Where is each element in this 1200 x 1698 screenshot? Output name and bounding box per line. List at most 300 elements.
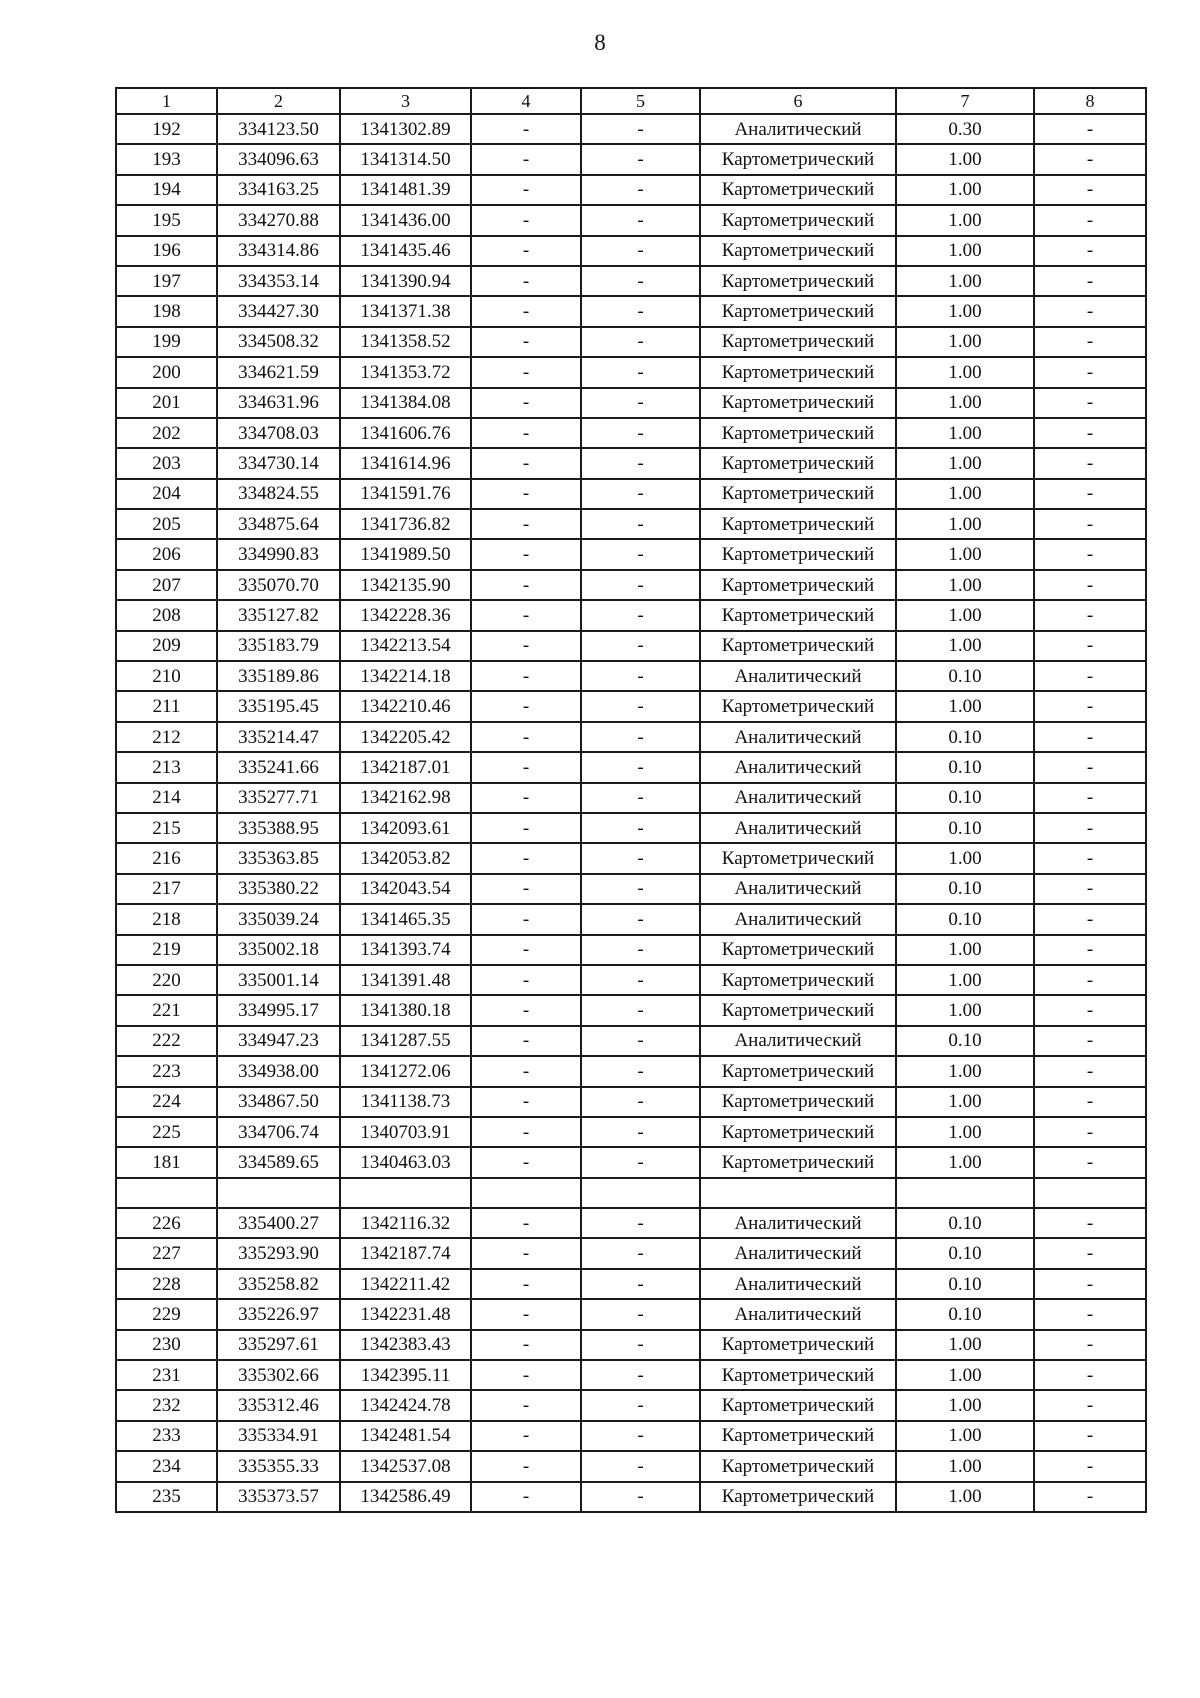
cell-accuracy: 0.10: [896, 1026, 1034, 1056]
cell-accuracy: 1.00: [896, 296, 1034, 326]
column-header-4: 4: [471, 88, 581, 114]
cell-col-8: -: [1034, 661, 1146, 691]
cell-y-coordinate: 1342537.08: [340, 1451, 471, 1481]
column-header-5: 5: [581, 88, 700, 114]
cell-y-coordinate: 1342211.42: [340, 1269, 471, 1299]
cell-col-4: -: [471, 691, 581, 721]
cell-x-coordinate: 335400.27: [217, 1208, 340, 1238]
cell-col-5: -: [581, 509, 700, 539]
cell-col-8: -: [1034, 448, 1146, 478]
cell-point-number: 181: [116, 1147, 217, 1177]
cell-col-5: -: [581, 418, 700, 448]
cell-col-4: -: [471, 114, 581, 144]
cell-point-number: 192: [116, 114, 217, 144]
cell-col-5: -: [581, 995, 700, 1025]
cell-method: Картометрический: [700, 1482, 896, 1512]
cell-x-coordinate: 335226.97: [217, 1299, 340, 1329]
cell-point-number: 234: [116, 1451, 217, 1481]
cell-col-4: -: [471, 479, 581, 509]
cell-col-4: -: [471, 843, 581, 873]
cell-method: Картометрический: [700, 631, 896, 661]
cell-col-8: -: [1034, 114, 1146, 144]
table-row: [116, 995, 1146, 1025]
cell-col-5: -: [581, 114, 700, 144]
cell-x-coordinate: 335214.47: [217, 722, 340, 752]
cell-x-coordinate: 335293.90: [217, 1238, 340, 1268]
cell-y-coordinate: 1341314.50: [340, 144, 471, 174]
cell-col-4: -: [471, 722, 581, 752]
cell-col-5: -: [581, 1269, 700, 1299]
cell-y-coordinate: 1341391.48: [340, 965, 471, 995]
cell-accuracy: 1.00: [896, 1482, 1034, 1512]
column-header-7: 7: [896, 88, 1034, 114]
cell-y-coordinate: 1342053.82: [340, 843, 471, 873]
cell-x-coordinate: 334947.23: [217, 1026, 340, 1056]
table-row: [116, 266, 1146, 296]
table-row: [116, 357, 1146, 387]
cell-col-8: -: [1034, 175, 1146, 205]
cell-method: Картометрический: [700, 144, 896, 174]
cell-col-8: -: [1034, 388, 1146, 418]
table-row: [116, 539, 1146, 569]
table-body: [116, 114, 1146, 1512]
cell-col-8: -: [1034, 205, 1146, 235]
cell-y-coordinate: 1342210.46: [340, 691, 471, 721]
cell-col-5: -: [581, 874, 700, 904]
cell-y-coordinate: 1342205.42: [340, 722, 471, 752]
cell-col-8: -: [1034, 600, 1146, 630]
cell-col-4: -: [471, 752, 581, 782]
cell-accuracy: 0.10: [896, 1208, 1034, 1238]
cell-method: Картометрический: [700, 509, 896, 539]
cell-x-coordinate: 335388.95: [217, 813, 340, 843]
cell-x-coordinate: 334270.88: [217, 205, 340, 235]
cell-accuracy: 1.00: [896, 479, 1034, 509]
cell-y-coordinate: 1341736.82: [340, 509, 471, 539]
cell-col-5: -: [581, 296, 700, 326]
cell-y-coordinate: 1342187.74: [340, 1238, 471, 1268]
cell-col-4: -: [471, 1208, 581, 1238]
cell-col-4: -: [471, 1421, 581, 1451]
cell-method: Картометрический: [700, 418, 896, 448]
cell-method: Картометрический: [700, 1330, 896, 1360]
table-row: [116, 388, 1146, 418]
cell-col-8: -: [1034, 236, 1146, 266]
cell-x-coordinate: 334995.17: [217, 995, 340, 1025]
cell-col-8: -: [1034, 1117, 1146, 1147]
cell-col-8: -: [1034, 509, 1146, 539]
cell-point-number: 211: [116, 691, 217, 721]
cell-y-coordinate: 1342231.48: [340, 1299, 471, 1329]
cell-col-4: -: [471, 236, 581, 266]
table-row: [116, 1178, 1146, 1208]
cell-method: Аналитический: [700, 752, 896, 782]
table-row: [116, 1360, 1146, 1390]
cell-accuracy: 1.00: [896, 205, 1034, 235]
page-number: 8: [594, 30, 606, 55]
cell-x-coordinate: 335195.45: [217, 691, 340, 721]
cell-method: Аналитический: [700, 874, 896, 904]
cell-accuracy: 0.10: [896, 783, 1034, 813]
cell-point-number: 216: [116, 843, 217, 873]
cell-accuracy: 0.30: [896, 114, 1034, 144]
table-row: [116, 752, 1146, 782]
cell-y-coordinate: 1341393.74: [340, 935, 471, 965]
cell-col-5: -: [581, 570, 700, 600]
table-row: [116, 144, 1146, 174]
cell-col-5: -: [581, 783, 700, 813]
table-row: [116, 1421, 1146, 1451]
cell-accuracy: 1.00: [896, 965, 1034, 995]
cell-x-coordinate: 334163.25: [217, 175, 340, 205]
column-header-8: 8: [1034, 88, 1146, 114]
cell-col-8: -: [1034, 539, 1146, 569]
cell-y-coordinate: 1341614.96: [340, 448, 471, 478]
cell-point-number: 224: [116, 1087, 217, 1117]
cell-col-8: -: [1034, 1421, 1146, 1451]
table-row: [116, 661, 1146, 691]
cell-col-5: -: [581, 1147, 700, 1177]
cell-point-number: 193: [116, 144, 217, 174]
cell-col-5: -: [581, 1299, 700, 1329]
cell-accuracy: 1.00: [896, 570, 1034, 600]
cell-x-coordinate: 335297.61: [217, 1330, 340, 1360]
cell-method: Картометрический: [700, 1390, 896, 1420]
cell-method: Картометрический: [700, 965, 896, 995]
cell-method: Картометрический: [700, 357, 896, 387]
cell-x-coordinate: 334508.32: [217, 327, 340, 357]
cell-y-coordinate: 1342383.43: [340, 1330, 471, 1360]
cell-col-4: -: [471, 874, 581, 904]
cell-col-4: -: [471, 1238, 581, 1268]
cell-col-4: -: [471, 1390, 581, 1420]
cell-point-number: 209: [116, 631, 217, 661]
cell-point-number: 201: [116, 388, 217, 418]
cell-method: Аналитический: [700, 1026, 896, 1056]
cell-accuracy: 1.00: [896, 357, 1034, 387]
cell-col-5: -: [581, 661, 700, 691]
cell-method: Аналитический: [700, 813, 896, 843]
cell-y-coordinate: 1341989.50: [340, 539, 471, 569]
cell-col-5: -: [581, 1390, 700, 1420]
cell-point-number: 198: [116, 296, 217, 326]
cell-col-8: -: [1034, 935, 1146, 965]
cell-accuracy: 1.00: [896, 266, 1034, 296]
cell-accuracy: 1.00: [896, 1330, 1034, 1360]
cell-col-8: -: [1034, 1026, 1146, 1056]
cell-method: Картометрический: [700, 1147, 896, 1177]
cell-col-5: -: [581, 479, 700, 509]
cell-col-8: -: [1034, 418, 1146, 448]
cell-y-coordinate: 1341358.52: [340, 327, 471, 357]
cell-method: Аналитический: [700, 1299, 896, 1329]
cell-x-coordinate: 334824.55: [217, 479, 340, 509]
cell-method: Картометрический: [700, 1056, 896, 1086]
cell-col-5: -: [581, 1451, 700, 1481]
coordinates-table: [115, 87, 1147, 1513]
cell-col-5: -: [581, 205, 700, 235]
cell-y-coordinate: 1341272.06: [340, 1056, 471, 1086]
cell-y-coordinate: 1341481.39: [340, 175, 471, 205]
table-row: [116, 570, 1146, 600]
cell-col-8: -: [1034, 722, 1146, 752]
cell-accuracy: 1.00: [896, 600, 1034, 630]
cell-accuracy: 1.00: [896, 935, 1034, 965]
cell-col-5: -: [581, 1087, 700, 1117]
cell-y-coordinate: 1341380.18: [340, 995, 471, 1025]
cell-col-8: -: [1034, 357, 1146, 387]
cell-method: Картометрический: [700, 205, 896, 235]
cell-point-number: 197: [116, 266, 217, 296]
cell-col-8: -: [1034, 1087, 1146, 1117]
cell-y-coordinate: 1341390.94: [340, 266, 471, 296]
cell-y-coordinate: 1341353.72: [340, 357, 471, 387]
cell-point-number: 210: [116, 661, 217, 691]
cell-accuracy: 1.00: [896, 448, 1034, 478]
table-row: [116, 843, 1146, 873]
cell-point-number: 228: [116, 1269, 217, 1299]
cell-point-number: 207: [116, 570, 217, 600]
table-row: [116, 1147, 1146, 1177]
cell-y-coordinate: 1342213.54: [340, 631, 471, 661]
table-row: [116, 479, 1146, 509]
cell-method: Аналитический: [700, 1238, 896, 1268]
cell-col-5: -: [581, 448, 700, 478]
cell-y-coordinate: 1342586.49: [340, 1482, 471, 1512]
cell-y-coordinate: 1341436.00: [340, 205, 471, 235]
table-row: [116, 1117, 1146, 1147]
cell-method: Картометрический: [700, 1421, 896, 1451]
cell-x-coordinate: 334631.96: [217, 388, 340, 418]
cell-col-4: -: [471, 995, 581, 1025]
table-header-row: [116, 88, 1146, 114]
table-row: [116, 813, 1146, 843]
cell-x-coordinate: 335001.14: [217, 965, 340, 995]
cell-y-coordinate: 1342093.61: [340, 813, 471, 843]
cell-col-4: -: [471, 1087, 581, 1117]
cell-col-8: -: [1034, 327, 1146, 357]
cell-col-4: -: [471, 631, 581, 661]
cell-col-4: -: [471, 1360, 581, 1390]
cell-y-coordinate: 1342116.32: [340, 1208, 471, 1238]
table-row: [116, 1451, 1146, 1481]
column-header-3: 3: [340, 88, 471, 114]
cell-col-4: -: [471, 1482, 581, 1512]
cell-point-number: 222: [116, 1026, 217, 1056]
cell-x-coordinate: 334730.14: [217, 448, 340, 478]
table-row: [116, 722, 1146, 752]
cell-method: Картометрический: [700, 691, 896, 721]
cell-y-coordinate: 1342043.54: [340, 874, 471, 904]
cell-x-coordinate: 334123.50: [217, 114, 340, 144]
cell-col-5: -: [581, 1330, 700, 1360]
cell-point-number: 227: [116, 1238, 217, 1268]
table-row: [116, 1026, 1146, 1056]
cell-col-4: -: [471, 661, 581, 691]
cell-method: Картометрический: [700, 236, 896, 266]
cell-x-coordinate: 334427.30: [217, 296, 340, 326]
cell-point-number: 233: [116, 1421, 217, 1451]
cell-accuracy: 1.00: [896, 1421, 1034, 1451]
cell-point-number: 213: [116, 752, 217, 782]
cell-y-coordinate: 1341591.76: [340, 479, 471, 509]
cell-col-5: -: [581, 904, 700, 934]
cell-col-5: -: [581, 388, 700, 418]
cell-y-coordinate: 1342214.18: [340, 661, 471, 691]
cell-accuracy: 1.00: [896, 1056, 1034, 1086]
cell-x-coordinate: 334708.03: [217, 418, 340, 448]
cell-col-8: -: [1034, 1238, 1146, 1268]
cell-y-coordinate: 1341138.73: [340, 1087, 471, 1117]
cell-col-8: -: [1034, 266, 1146, 296]
table-row: [116, 904, 1146, 934]
cell-point-number: 215: [116, 813, 217, 843]
cell-accuracy: 1.00: [896, 1360, 1034, 1390]
cell-col-8: -: [1034, 631, 1146, 661]
table-row: [116, 1208, 1146, 1238]
cell-x-coordinate: 335373.57: [217, 1482, 340, 1512]
cell-col-5: -: [581, 1056, 700, 1086]
cell-col-8: -: [1034, 691, 1146, 721]
cell-y-coordinate: 1340703.91: [340, 1117, 471, 1147]
cell-point-number: 225: [116, 1117, 217, 1147]
cell-point-number: 203: [116, 448, 217, 478]
table-row: [116, 1056, 1146, 1086]
cell-col-5: -: [581, 144, 700, 174]
cell-col-8: -: [1034, 904, 1146, 934]
cell-col-4: -: [471, 418, 581, 448]
cell-x-coordinate: 335312.46: [217, 1390, 340, 1420]
cell-x-coordinate: 335355.33: [217, 1451, 340, 1481]
cell-col-4: -: [471, 600, 581, 630]
table-row: [116, 1087, 1146, 1117]
cell-col-8: -: [1034, 1269, 1146, 1299]
cell-y-coordinate: 1341465.35: [340, 904, 471, 934]
cell-point-number: 220: [116, 965, 217, 995]
cell-col-4: -: [471, 965, 581, 995]
cell-point-number: 195: [116, 205, 217, 235]
cell-col-4: -: [471, 1056, 581, 1086]
cell-col-8: -: [1034, 1390, 1146, 1420]
cell-point-number: [116, 1178, 217, 1208]
cell-accuracy: 0.10: [896, 661, 1034, 691]
cell-method: Картометрический: [700, 539, 896, 569]
cell-method: Аналитический: [700, 904, 896, 934]
table-row: [116, 296, 1146, 326]
table-row: [116, 448, 1146, 478]
cell-method: Картометрический: [700, 175, 896, 205]
cell-method: Аналитический: [700, 114, 896, 144]
cell-x-coordinate: 334867.50: [217, 1087, 340, 1117]
cell-accuracy: 1.00: [896, 1147, 1034, 1177]
cell-col-4: -: [471, 175, 581, 205]
cell-col-8: -: [1034, 1482, 1146, 1512]
cell-col-4: -: [471, 570, 581, 600]
cell-col-5: -: [581, 813, 700, 843]
table-row: [116, 205, 1146, 235]
cell-col-4: -: [471, 509, 581, 539]
table-row: [116, 965, 1146, 995]
cell-col-4: -: [471, 813, 581, 843]
cell-x-coordinate: 335189.86: [217, 661, 340, 691]
cell-accuracy: [896, 1178, 1034, 1208]
cell-col-8: -: [1034, 874, 1146, 904]
cell-point-number: 202: [116, 418, 217, 448]
cell-x-coordinate: 335241.66: [217, 752, 340, 782]
cell-y-coordinate: [340, 1178, 471, 1208]
cell-col-4: -: [471, 357, 581, 387]
cell-x-coordinate: 334990.83: [217, 539, 340, 569]
cell-col-4: -: [471, 296, 581, 326]
cell-col-8: -: [1034, 1056, 1146, 1086]
column-header-2: 2: [217, 88, 340, 114]
cell-point-number: 235: [116, 1482, 217, 1512]
cell-method: Картометрический: [700, 600, 896, 630]
cell-method: Картометрический: [700, 296, 896, 326]
cell-method: Аналитический: [700, 783, 896, 813]
cell-point-number: 212: [116, 722, 217, 752]
cell-y-coordinate: 1342481.54: [340, 1421, 471, 1451]
table-row: [116, 509, 1146, 539]
cell-x-coordinate: 335380.22: [217, 874, 340, 904]
cell-method: Картометрический: [700, 1451, 896, 1481]
cell-col-8: -: [1034, 1360, 1146, 1390]
cell-col-5: -: [581, 175, 700, 205]
cell-method: [700, 1178, 896, 1208]
cell-method: Аналитический: [700, 1208, 896, 1238]
cell-x-coordinate: 334314.86: [217, 236, 340, 266]
cell-col-4: -: [471, 1026, 581, 1056]
cell-point-number: 208: [116, 600, 217, 630]
cell-point-number: 194: [116, 175, 217, 205]
cell-col-4: -: [471, 1451, 581, 1481]
cell-y-coordinate: 1341435.46: [340, 236, 471, 266]
cell-col-4: -: [471, 783, 581, 813]
cell-col-4: -: [471, 144, 581, 174]
cell-point-number: 204: [116, 479, 217, 509]
cell-col-5: -: [581, 752, 700, 782]
cell-y-coordinate: 1342135.90: [340, 570, 471, 600]
table-row: [116, 114, 1146, 144]
cell-point-number: 226: [116, 1208, 217, 1238]
cell-point-number: 221: [116, 995, 217, 1025]
table-row: [116, 1238, 1146, 1268]
table-row: [116, 783, 1146, 813]
cell-y-coordinate: 1341606.76: [340, 418, 471, 448]
cell-col-5: -: [581, 1238, 700, 1268]
cell-col-5: -: [581, 539, 700, 569]
cell-x-coordinate: 335363.85: [217, 843, 340, 873]
cell-col-8: -: [1034, 1299, 1146, 1329]
cell-accuracy: 0.10: [896, 1238, 1034, 1268]
cell-x-coordinate: 335334.91: [217, 1421, 340, 1451]
cell-col-5: -: [581, 1360, 700, 1390]
cell-point-number: 205: [116, 509, 217, 539]
cell-col-8: -: [1034, 995, 1146, 1025]
cell-col-8: -: [1034, 783, 1146, 813]
cell-point-number: 232: [116, 1390, 217, 1420]
cell-method: Картометрический: [700, 1360, 896, 1390]
cell-y-coordinate: 1341302.89: [340, 114, 471, 144]
cell-method: Картометрический: [700, 448, 896, 478]
table-row: [116, 935, 1146, 965]
cell-accuracy: 0.10: [896, 1269, 1034, 1299]
cell-accuracy: 1.00: [896, 327, 1034, 357]
cell-col-8: -: [1034, 296, 1146, 326]
cell-col-5: -: [581, 1026, 700, 1056]
cell-x-coordinate: 334096.63: [217, 144, 340, 174]
cell-point-number: 199: [116, 327, 217, 357]
